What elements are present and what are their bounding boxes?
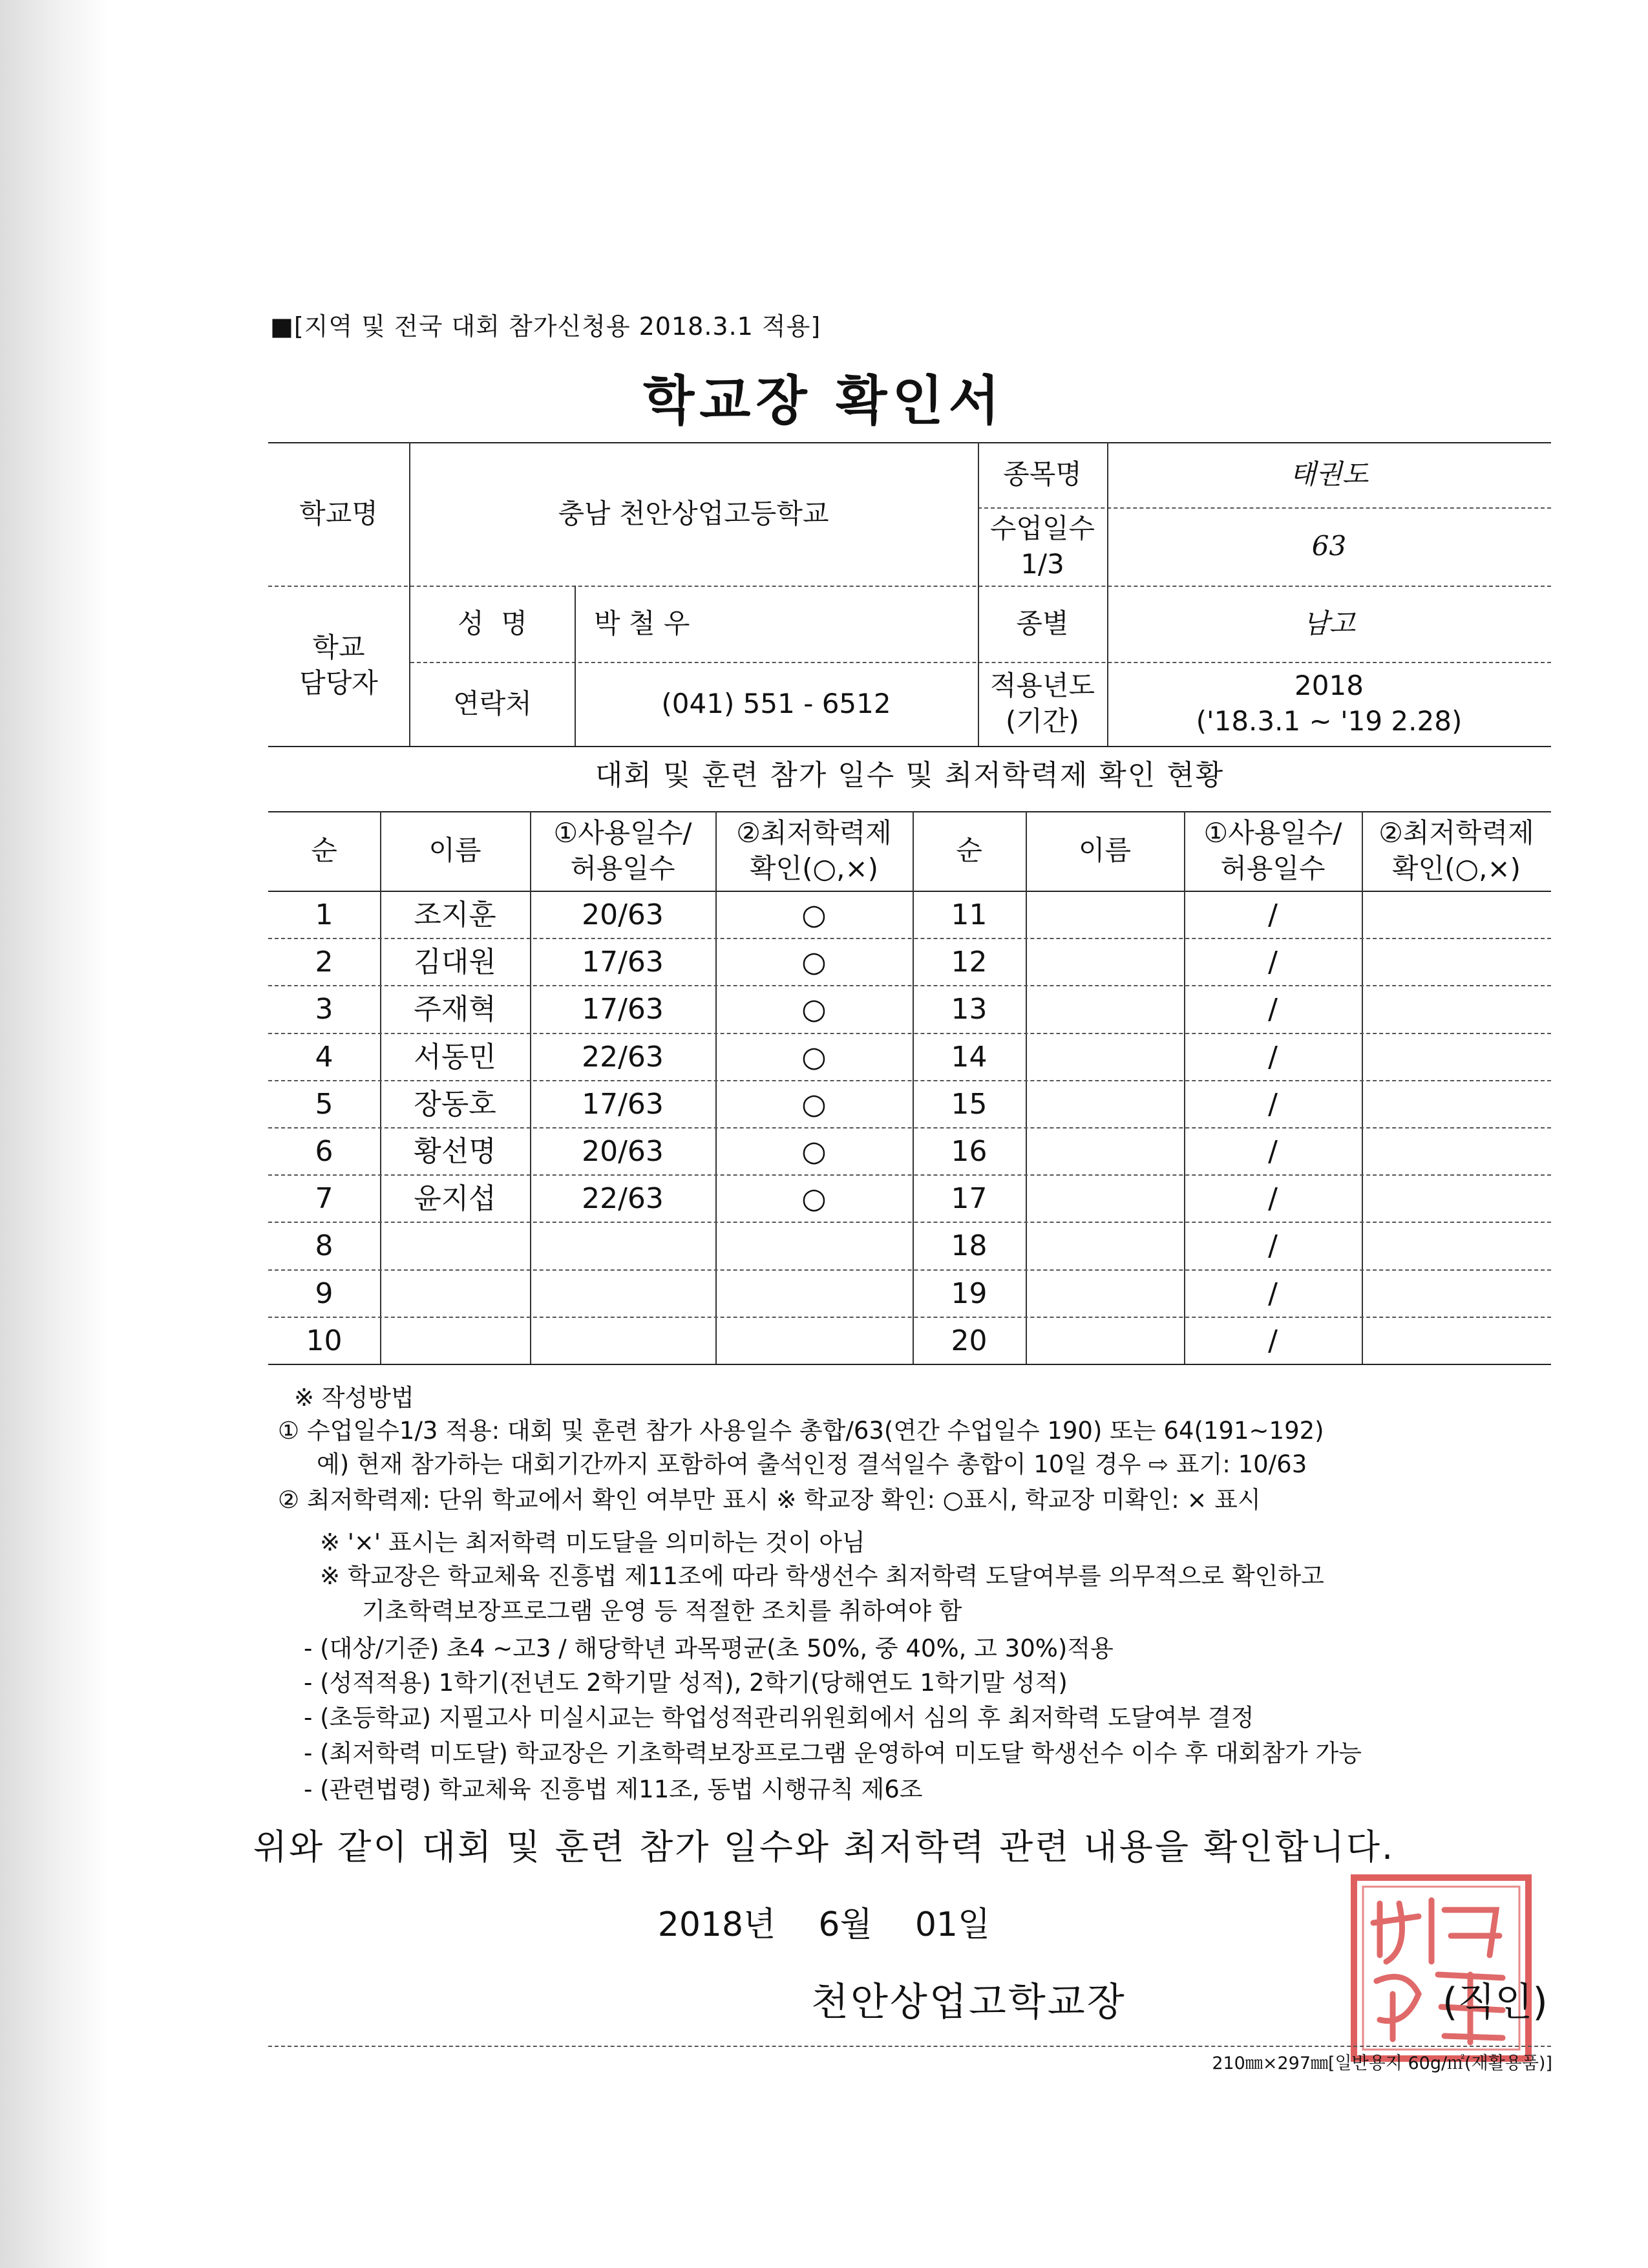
cell-days: 17/63 <box>582 946 664 979</box>
cell-no: 5 <box>315 1087 333 1121</box>
cell-days <box>530 1318 715 1364</box>
note-item: - (관련법령) 학교체육 진흥법 제11조, 동법 시행규칙 제6조 <box>304 1775 923 1803</box>
header-days-line1: ①사용일수/ <box>553 816 692 849</box>
cell-no: 20 <box>951 1324 988 1357</box>
cell-name: 서동민 <box>414 1040 496 1074</box>
cell-days: 20/63 <box>582 1135 664 1168</box>
header-days-right <box>1184 811 1362 891</box>
cell-days: 17/63 <box>582 993 664 1026</box>
cell-check <box>1362 1223 1551 1269</box>
cell-no: 14 <box>951 1040 988 1074</box>
cell-no: 15 <box>951 1087 988 1121</box>
cell-check <box>1362 986 1551 1032</box>
cell-no: 4 <box>315 1040 333 1074</box>
contact-label-line2: 담당자 <box>299 667 378 699</box>
cell-no: 3 <box>315 993 333 1026</box>
cell-check <box>1362 939 1551 985</box>
category-label: 종별 <box>1016 607 1069 639</box>
cell-check <box>1362 1129 1551 1174</box>
apply-year-value <box>1107 662 1551 746</box>
cell-days: / <box>1268 1324 1278 1357</box>
sport-label: 종목명 <box>1003 458 1082 491</box>
note-item: - (초등학교) 지필고사 미실시교는 학업성적관리위원회에서 심의 후 최저학력 도달여부 결정 <box>304 1704 1254 1732</box>
cell-check <box>1362 1271 1551 1317</box>
header-no-right: 순 <box>956 834 982 867</box>
header-check-line1: ②최저학력제 <box>736 816 892 849</box>
cell-check: ○ <box>801 1040 827 1074</box>
seal-mark-label: (직인) <box>1442 1980 1548 2025</box>
header-days-line2: 허용일수 <box>570 852 675 884</box>
cell-name <box>380 1223 530 1269</box>
section-title: 대회 및 훈련 참가 일수 및 최저학력제 확인 현황 <box>595 759 1225 792</box>
cell-check: ○ <box>801 1087 827 1121</box>
footer-divider <box>268 2046 1551 2047</box>
cell-no: 11 <box>951 898 988 931</box>
cell-check: ○ <box>801 993 827 1026</box>
sport-value: 태권도 <box>1289 458 1369 491</box>
official-seal-stamp <box>1347 1871 1535 2065</box>
contact-label-line1: 학교 <box>312 631 365 664</box>
cell-name <box>1026 1129 1184 1174</box>
cell-days: / <box>1268 1135 1278 1168</box>
cell-check: ○ <box>801 1135 827 1168</box>
cell-name <box>380 1318 530 1364</box>
cell-check <box>715 1223 913 1269</box>
principal-title: 천안상업고학교장 <box>811 1980 1126 2025</box>
school-name-label: 학교명 <box>299 497 378 529</box>
cell-name: 황선명 <box>414 1135 496 1168</box>
cell-days: / <box>1268 898 1278 931</box>
cell-check <box>1362 892 1551 938</box>
cell-no: 8 <box>315 1229 333 1263</box>
paper-spec: 210㎜×297㎜[일반용지 60g/㎡(재활용품)] <box>1212 2053 1552 2073</box>
cell-no: 13 <box>951 993 988 1026</box>
cell-check <box>1362 1081 1551 1127</box>
header-days-right-line1: ①사용일수/ <box>1203 816 1342 849</box>
cell-no: 6 <box>315 1135 333 1168</box>
cell-name <box>1026 1223 1184 1269</box>
cell-no: 18 <box>951 1229 988 1263</box>
cell-check: ○ <box>801 946 827 979</box>
cell-no: 2 <box>315 946 333 979</box>
header-check-line2: 확인(○,×) <box>749 852 879 884</box>
cell-name: 주재혁 <box>414 993 496 1026</box>
header-check-right-line2: 확인(○,×) <box>1391 852 1521 884</box>
note-item: - (대상/기준) 초4 ~고3 / 해당학년 과목평균(초 50%, 중 40%, 고 30%)적용 <box>304 1635 1114 1662</box>
cell-check <box>715 1318 913 1364</box>
apply-year-label-line1: 적용년도 <box>989 670 1095 702</box>
apply-year: 2018 <box>1294 670 1364 702</box>
cell-name <box>1026 1034 1184 1080</box>
cell-name <box>1026 1271 1184 1317</box>
form-version-tag: ■[지역 및 전국 대회 참가신청용 2018.3.1 적용] <box>270 312 821 341</box>
header-days <box>530 811 715 891</box>
note-item: - (최저학력 미도달) 학교장은 기초학력보장프로그램 운영하여 미도달 학생선수 이수 후 대회참가 가능 <box>304 1739 1362 1767</box>
cell-name: 장동호 <box>414 1087 496 1121</box>
cell-name: 김대원 <box>414 946 496 979</box>
class-days-label-line2: 1/3 <box>1020 547 1064 580</box>
cell-name <box>380 1271 530 1317</box>
header-check-right <box>1362 811 1551 891</box>
cell-days: / <box>1268 946 1278 979</box>
cell-days: 20/63 <box>582 898 664 931</box>
note-item: ※ 학교장은 학교체육 진흥법 제11조에 따라 학생선수 최저학력 도달여부를 의무적으로 확인하고 <box>320 1562 1324 1590</box>
cell-name <box>1026 892 1184 938</box>
cell-days: 17/63 <box>582 1087 664 1121</box>
note-item: ① 수업일수1/3 적용: 대회 및 훈련 참가 사용일수 총합/63(연간 수업일수 190) 또는 64(191~192) <box>278 1417 1324 1445</box>
cell-name <box>1026 1081 1184 1127</box>
cell-days: / <box>1268 1229 1278 1263</box>
note-item: - (성적적용) 1학기(전년도 2학기말 성적), 2학기(당해연도 1학기말 성적) <box>304 1669 1068 1697</box>
class-days-label-line1: 수업일수 <box>989 512 1095 544</box>
apply-year-label <box>978 662 1107 746</box>
category-value: 남고 <box>1302 607 1356 639</box>
cell-days: / <box>1268 1087 1278 1121</box>
header-name: 이름 <box>428 834 481 867</box>
cell-days: / <box>1268 1182 1278 1216</box>
cell-check <box>715 1271 913 1317</box>
note-item: 예) 현재 참가하는 대회기간까지 포함하여 출석인정 결석일수 총합이 10일 경우 ⇨ 표기: 10/63 <box>317 1450 1307 1478</box>
class-days-label <box>978 507 1107 586</box>
cell-check: ○ <box>801 1182 827 1216</box>
cell-name: 조지훈 <box>414 898 496 931</box>
cell-check <box>1362 1318 1551 1364</box>
cell-check: ○ <box>801 898 827 931</box>
cell-no: 17 <box>951 1182 988 1216</box>
apply-year-label-line2: (기간) <box>1006 705 1079 737</box>
person-name-value: 박 철 우 <box>594 607 690 639</box>
header-check-right-line1: ②최저학력제 <box>1379 816 1534 849</box>
cell-days: 22/63 <box>582 1040 664 1074</box>
cell-days: / <box>1268 993 1278 1026</box>
cell-check <box>1362 1176 1551 1222</box>
cell-no: 7 <box>315 1182 333 1216</box>
note-item: 기초학력보장프로그램 운영 등 적절한 조치를 취하여야 함 <box>362 1597 962 1625</box>
cell-check <box>1362 1034 1551 1080</box>
header-days-right-line2: 허용일수 <box>1220 852 1326 884</box>
header-name-right: 이름 <box>1078 834 1132 867</box>
cell-days: / <box>1268 1040 1278 1074</box>
cell-days: / <box>1268 1277 1278 1310</box>
cell-days <box>530 1271 715 1317</box>
apply-period: ('18.3.1 ~ '19 2.28) <box>1196 705 1463 737</box>
page-title: 학교장 확인서 <box>643 370 1005 432</box>
cell-days <box>530 1223 715 1269</box>
person-name-label: 성 명 <box>458 607 527 639</box>
cell-name <box>1026 1176 1184 1222</box>
phone-value: (041) 551 - 6512 <box>661 687 891 719</box>
header-check <box>715 811 913 891</box>
declaration-text: 위와 같이 대회 및 훈련 참가 일수와 최저학력 관련 내용을 확인합니다. <box>253 1827 1395 1867</box>
cell-name: 윤지섭 <box>414 1182 496 1216</box>
cell-name <box>1026 986 1184 1032</box>
cell-no: 12 <box>951 946 988 979</box>
cell-no: 1 <box>315 898 333 931</box>
cell-name <box>1026 1318 1184 1364</box>
header-no: 순 <box>311 834 337 867</box>
class-days-value: 63 <box>1311 530 1347 562</box>
cell-no: 16 <box>951 1135 988 1168</box>
note-item: ※ '×' 표시는 최저학력 미도달을 의미하는 것이 아님 <box>320 1529 865 1556</box>
cell-name <box>1026 939 1184 985</box>
cell-no: 10 <box>306 1324 343 1357</box>
cell-no: 19 <box>951 1277 988 1310</box>
contact-person-label <box>268 586 409 746</box>
school-name-value: 충남 천안상업고등학교 <box>558 497 829 529</box>
issue-date: 2018년 6월 01일 <box>657 1905 991 1944</box>
cell-no: 9 <box>315 1277 333 1310</box>
cell-days: 22/63 <box>582 1182 664 1216</box>
phone-label: 연락처 <box>453 687 532 719</box>
note-item: ② 최저학력제: 단위 학교에서 확인 여부만 표시 ※ 학교장 확인: ○표시, 학교장 미확인: × 표시 <box>278 1486 1261 1514</box>
note-heading: ※ 작성방법 <box>294 1384 414 1412</box>
